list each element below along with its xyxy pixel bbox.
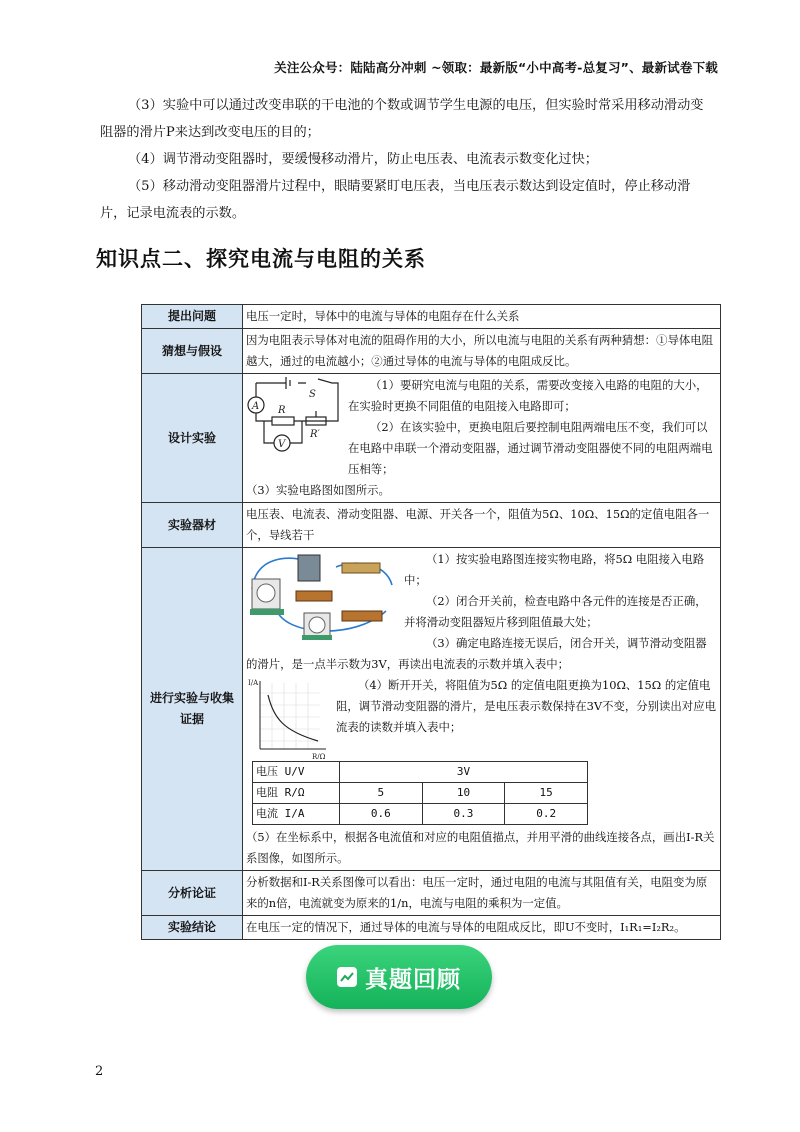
voltmeter-label: V <box>278 439 286 450</box>
row-label: 实验器材 <box>142 503 243 548</box>
circuit-diagram <box>246 375 342 461</box>
procedure-step: （2）闭合开关前，检查电路中各元件的连接是否正确，并将滑动变阻器短片移到阻值最大处； <box>404 594 707 629</box>
graph-x-label: R/Ω <box>312 753 326 759</box>
chart-icon <box>337 967 357 987</box>
table-row <box>142 871 721 916</box>
voltage-label: 电压 U/V <box>253 762 340 783</box>
row-label: 分析论证 <box>142 871 243 916</box>
knowledge-table <box>141 304 721 940</box>
paragraph: （5）移动滑动变阻器滑片过程中，眼睛要紧盯电压表，当电压表示数达到设定值时，停止移动滑片，记录电流表的示数。 <box>100 179 691 221</box>
i-r-graph <box>246 675 330 759</box>
intro-paragraphs <box>100 92 710 227</box>
row-content: 电压一定时，导体中的电流与导体的电阻存在什么关系 <box>243 305 721 329</box>
current-cell: 0.3 <box>422 804 505 825</box>
table-row <box>142 503 721 548</box>
procedure-step: （3）确定电路连接无误后，闭合开关，调节滑动变阻器的滑片，是一点半示数为3V，再读出电流表的示数并填入表中； <box>246 636 707 671</box>
table-row <box>253 762 588 783</box>
row-content: 分析数据和I-R关系图像可以看出：电压一定时，通过电阻的电流与其阻值有关，电阻变为原来的n倍，电流就变为原来的1/n，电流与电阻的乘积为一定值。 <box>243 871 721 916</box>
page-header: 关注公众号：陆陆高分冲刺 ~领取：最新版“小中高考-总复习”、最新试卷下载 <box>274 60 718 75</box>
resistance-cell: 10 <box>422 783 505 804</box>
row-content: 在电压一定的情况下，通过导体的电流与导体的电阻成反比，即U不变时，I₁R₁=I₂R₂。 <box>243 916 721 940</box>
table-row <box>142 305 721 329</box>
paragraph: （4）调节滑动变阻器时，要缓慢移动滑片，防止电压表、电流表示数变化过快； <box>128 152 598 167</box>
row-content <box>243 374 721 503</box>
voltage-value: 3V <box>340 762 588 783</box>
section-title: 知识点二、探究电流与电阻的关系 <box>96 247 426 271</box>
row-content <box>243 548 721 871</box>
row-content: 因为电阻表示导体对电流的阻碍作用的大小，所以电流与电阻的关系有两种猜想：①导体电阻越大，通过的电流越小；②通过导体的电流与导体的电阻成反比。 <box>243 329 721 374</box>
procedure-step: （4）断开开关，将阻值为5Ω 的定值电阻更换为10Ω、15Ω 的定值电阻，调节滑动变阻器的滑片，是电压表示数保持在3V不变，分别读出对应电流表的读数并填入表中； <box>336 678 716 734</box>
table-row <box>142 548 721 871</box>
row-content: 电压表、电流表、滑动变阻器、电源、开关各一个，阻值为5Ω、10Ω、15Ω的定值电阻各一个，导线若干 <box>243 503 721 548</box>
row-label: 实验结论 <box>142 916 243 940</box>
current-cell: 0.6 <box>340 804 423 825</box>
paragraph: （3）实验中可以通过改变串联的干电池的个数或调节学生电源的电压，但实验时常采用移动滑动变阻器的滑片P来达到改变电压的目的； <box>100 98 704 140</box>
table-row <box>142 374 721 503</box>
ammeter-label: A <box>252 401 260 412</box>
procedure-step: （1）按实验电路图连接实物电路，将5Ω 电阻接入电路中； <box>404 552 705 587</box>
switch-label: S <box>309 389 316 400</box>
row-label: 进行实验与收集证据 <box>142 548 243 871</box>
row-label: 猜想与假设 <box>142 329 243 374</box>
resistor-label: R <box>278 405 286 416</box>
data-table <box>252 761 588 825</box>
row-label: 设计实验 <box>142 374 243 503</box>
procedure-step: （5）在坐标系中，根据各电流值和对应的电阻值描点，并用平滑的曲线连接各点，画出I-R关系图像，如图所示。 <box>246 830 715 865</box>
table-row <box>142 916 721 940</box>
resistance-label: 电阻 R/Ω <box>253 783 340 804</box>
graph-y-label: I/A <box>248 679 259 687</box>
current-cell: 0.2 <box>505 804 588 825</box>
row-label: 提出问题 <box>142 305 243 329</box>
resistance-cell: 15 <box>505 783 588 804</box>
table-row <box>253 783 588 804</box>
review-button-label: 真题回顾 <box>365 966 461 993</box>
resistance-cell: 5 <box>340 783 423 804</box>
current-label: 电流 I/A <box>253 804 340 825</box>
design-step: （1）要研究电流与电阻的关系，需要改变接入电路的电阻的大小，在实验时更换不同阻值的电阻接入电路即可； <box>348 378 708 413</box>
design-step: （3）实验电路图如图所示。 <box>246 483 390 497</box>
design-step: （2）在该实验中，更换电阻后要控制电阻两端电压不变，我们可以在电路中串联一个滑动变阻器，通过调节滑动变阻器使不同的电阻两端电压相等； <box>348 420 713 476</box>
apparatus-photo <box>246 549 398 641</box>
review-button[interactable] <box>306 945 492 1009</box>
table-row <box>253 804 588 825</box>
page-number: 2 <box>95 1064 104 1079</box>
rheostat-label: R′ <box>310 429 320 440</box>
table-row <box>142 329 721 374</box>
